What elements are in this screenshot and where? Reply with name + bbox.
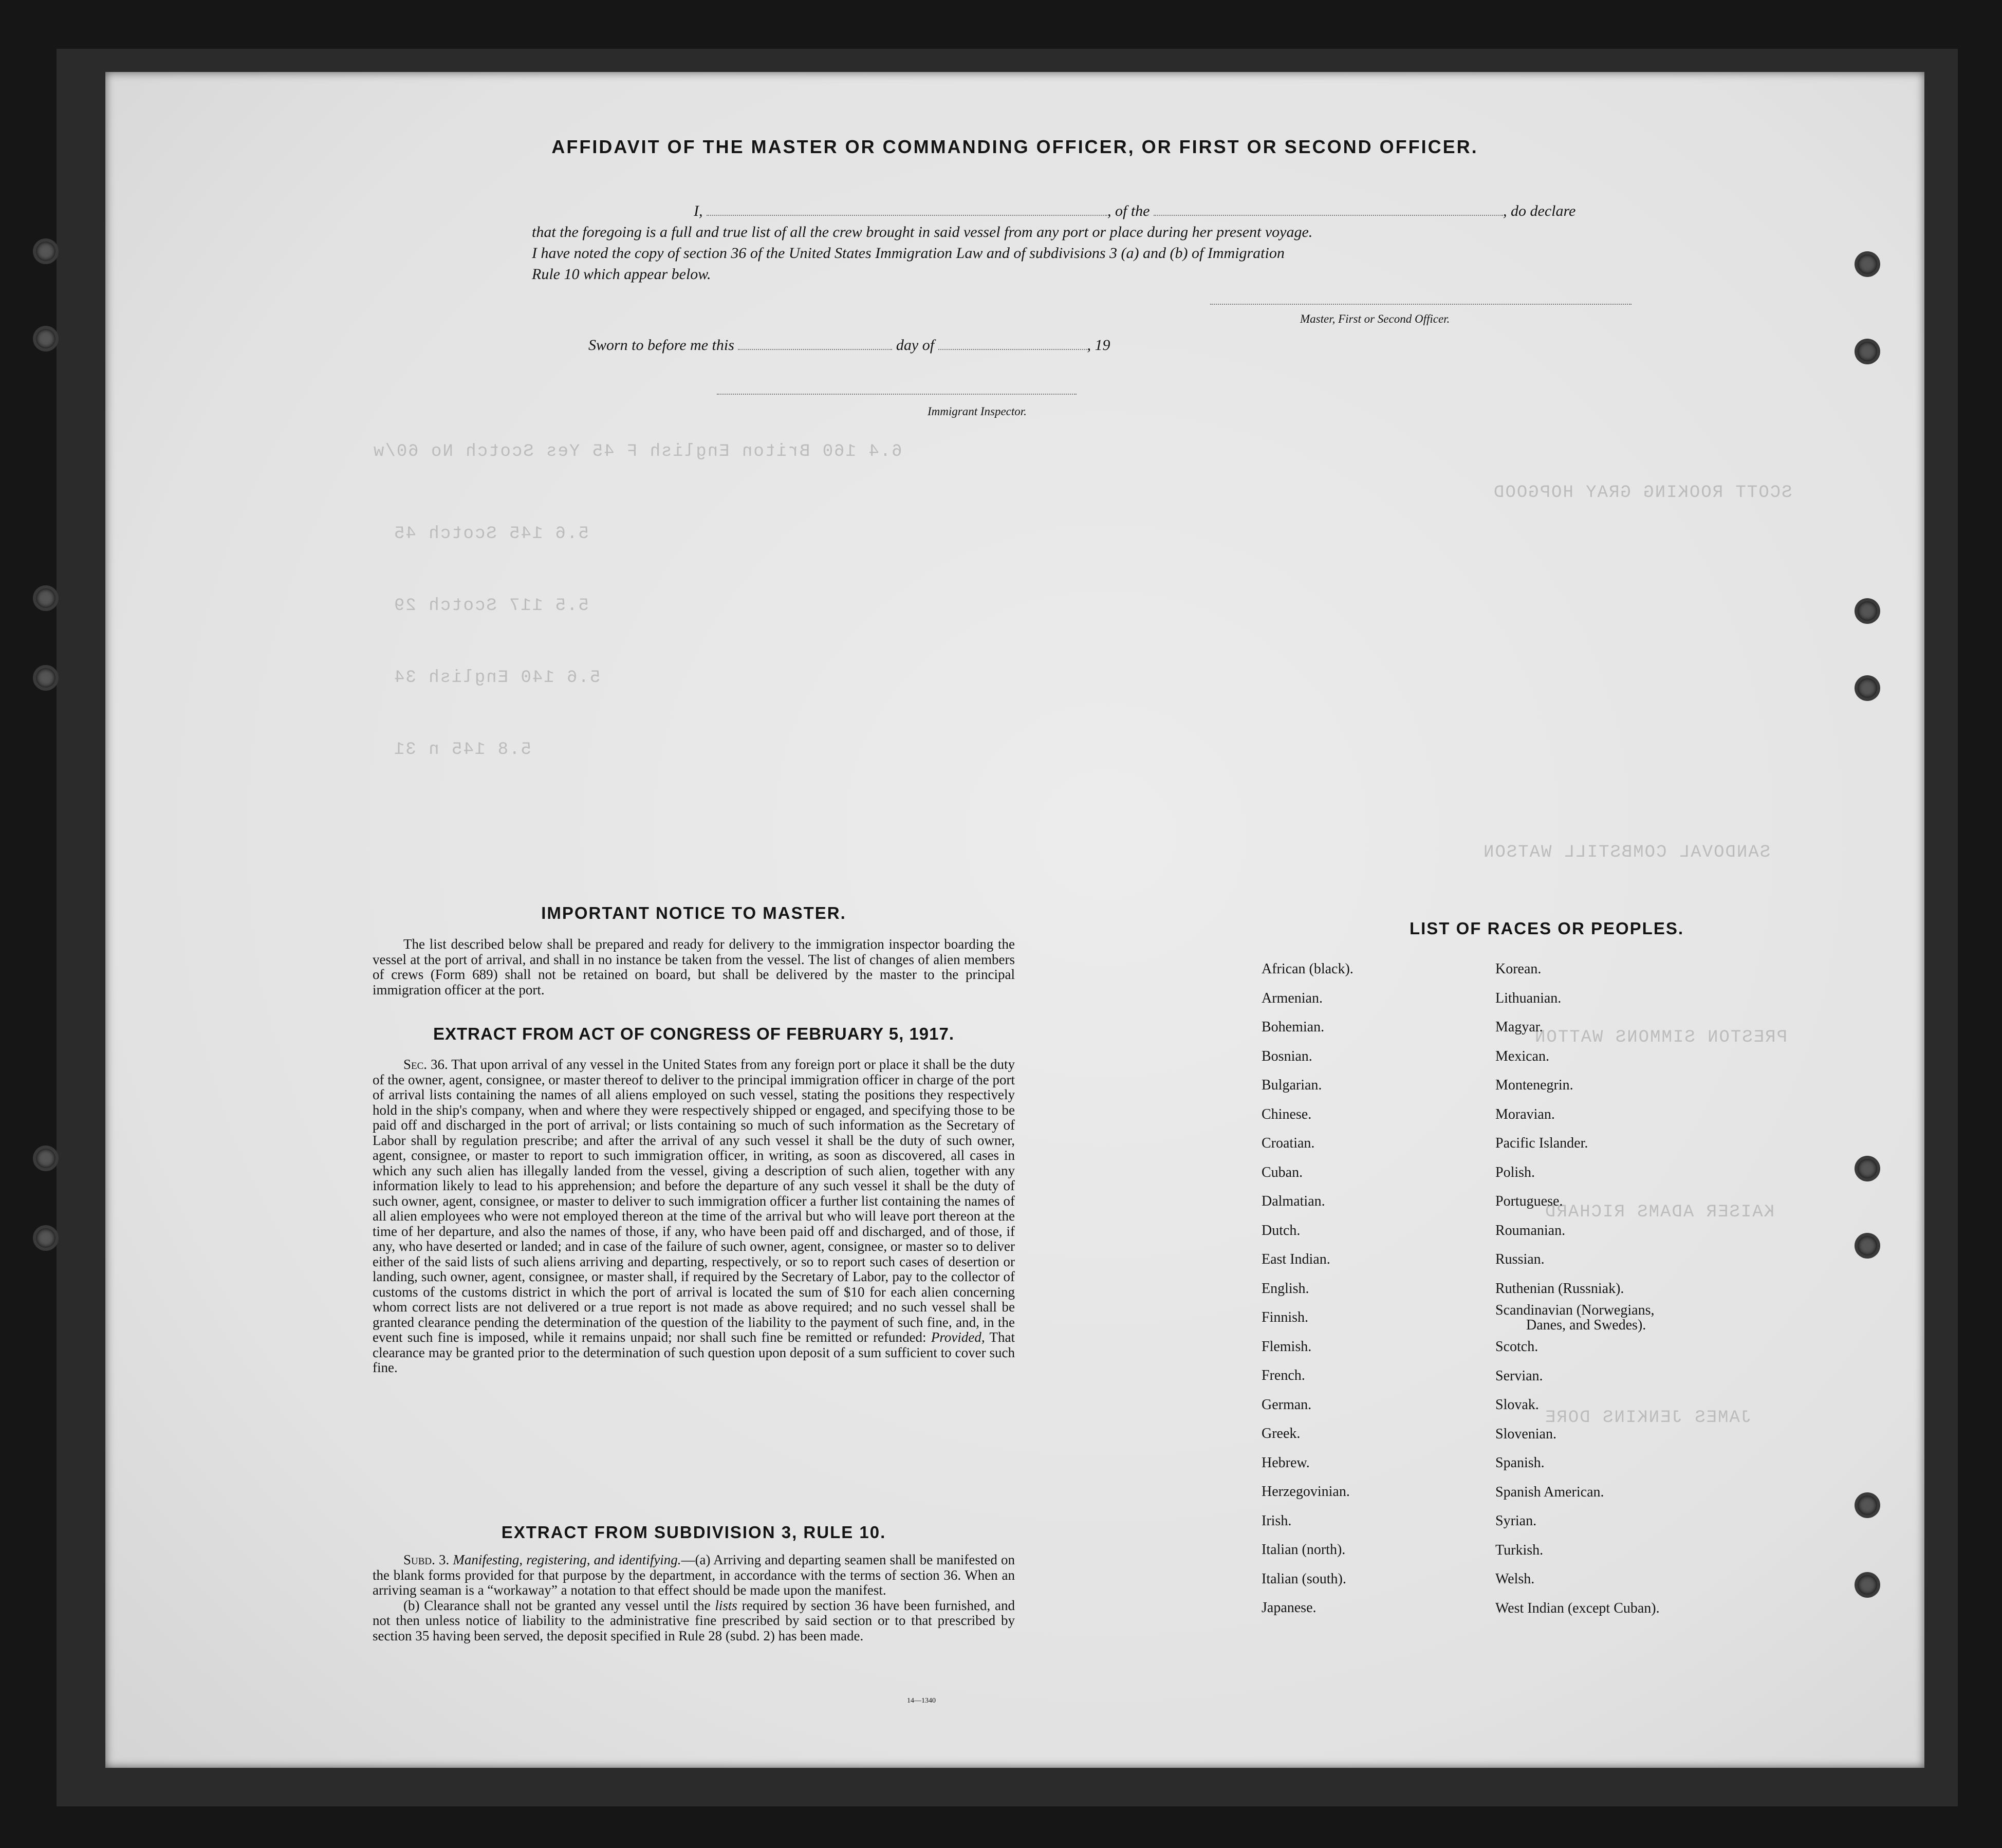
act-sec-label: Sec. 36. [403,1057,448,1072]
affidavit-line-3: I have noted the copy of section 36 of the United States Immigration Law and of subdivisions 3 (a) and (b) of Immigration [532,245,1285,262]
race-entry: Flemish. [1262,1338,1312,1355]
affidavit-line-4: Rule 10 which appear below. [532,266,711,283]
race-entry: Herzegovinian. [1262,1484,1350,1500]
race-entry: Montenegrin. [1495,1077,1573,1093]
affidavit-of-the: , of the [1107,202,1150,219]
binder-hole [36,242,55,261]
race-entry: Bulgarian. [1262,1077,1322,1093]
race-entry: African (black). [1262,961,1354,977]
bleed-through-text: JAMES JENKINS DORE [1544,1408,1752,1428]
rule-subd-label: Subd. 3. [403,1552,450,1567]
master-signature-caption: Master, First or Second Officer. [1300,312,1450,325]
race-entry: Magyar. [1495,1019,1543,1035]
race-entry: Mexican. [1495,1048,1549,1064]
race-entry: Japanese. [1262,1600,1317,1616]
bleed-through-text: 5.5 117 Scotch 29 [393,596,589,616]
binder-hole [36,668,55,688]
punch-hole [1858,254,1877,274]
races-left-column [1262,955,1354,1623]
race-entry: German. [1262,1396,1312,1413]
rule-para-b [373,1598,1015,1644]
race-entry: Syrian. [1495,1513,1537,1529]
race-entry: East Indian. [1262,1251,1330,1267]
race-entry: Welsh. [1495,1571,1535,1587]
punch-hole [1858,1159,1877,1178]
affidavit-title: AFFIDAVIT OF THE MASTER OR COMMANDING OFFICER, OR FIRST OR SECOND OFFICER. [551,136,1478,157]
binder-hole [36,1149,55,1168]
race-entry: Portuguese. [1495,1193,1563,1209]
race-entry: Italian (south). [1262,1570,1346,1587]
race-entry: Pacific Islander. [1495,1135,1588,1151]
race-entry: Moravian. [1495,1106,1555,1122]
race-entry: Finnish. [1262,1309,1309,1325]
affidavit-i: I, [694,202,703,219]
race-entry: Irish. [1262,1512,1292,1529]
act-proviso-text: That clearance may be granted prior to the determination of such question upon deposit of a sum sufficient to cover such fine. [373,1329,1015,1375]
race-entry: Turkish. [1495,1542,1544,1558]
act-section-36 [373,1057,1015,1376]
rule-extract-text [373,1553,1015,1643]
sworn-line [588,336,1110,354]
race-entry: Chinese. [1262,1106,1312,1122]
sworn-month-blank [938,336,1087,350]
punch-hole [1858,1575,1877,1595]
rule-extract-title: EXTRACT FROM SUBDIVISION 3, RULE 10. [501,1523,886,1542]
race-entry: Spanish. [1495,1455,1545,1471]
bleed-through-text: PRESTON SIMMONS WATTON [1534,1028,1787,1047]
bleed-through-text: 5.8 145 n 31 [393,740,531,760]
bleed-through-text: 5.6 145 Scotch 45 [393,524,589,544]
race-entry: Dalmatian. [1262,1193,1325,1209]
race-entry: Ruthenian (Russniak). [1495,1280,1624,1297]
act-extract-text [373,1057,1015,1376]
race-entry: Korean. [1495,961,1542,977]
rule-para-a [373,1553,1015,1598]
race-entry: Scotch. [1495,1339,1538,1355]
act-proviso-word: Provided, [931,1329,985,1345]
punch-hole [1858,1236,1877,1255]
race-entry: Russian. [1495,1251,1545,1267]
rule-subd-heading: Manifesting, registering, and identifying. [453,1552,681,1567]
race-entry: Hebrew. [1262,1454,1310,1471]
race-entry: Armenian. [1262,990,1323,1006]
race-entry: West Indian (except Cuban). [1495,1600,1660,1616]
sworn-prefix: Sworn to before me this [588,337,734,354]
notice-title: IMPORTANT NOTICE TO MASTER. [541,903,846,922]
affidavit-declare: , do declare [1503,202,1576,219]
race-entry: French. [1262,1367,1305,1383]
affidavit-body [532,200,1649,285]
form-number: 14—1340 [907,1697,936,1705]
punch-hole [1858,342,1877,361]
rule-para-b-lists: lists [715,1597,737,1613]
binder-hole [36,588,55,608]
race-entry-continuation: Danes, and Swedes). [1526,1317,1646,1333]
race-entry: Italian (north). [1262,1542,1346,1558]
rule-para-b-rest: required by section 36 have been furnished, and not then unless notice of liability to the administrative fine prescribed by said section or to that prescribed by section 35 having been served, the deposit specified in Rule 28 (subd. 2) has been made. [373,1597,1015,1643]
name-blank [707,201,1107,216]
race-entry: Roumanian. [1495,1222,1566,1239]
race-entry: Dutch. [1262,1222,1301,1239]
bleed-through-text: 6.4 160 Briton English F 45 Yes Scotch No 60/w [373,442,902,461]
races-title: LIST OF RACES OR PEOPLES. [1409,919,1684,938]
race-entry: Scandinavian (Norwegians, [1495,1302,1655,1318]
bleed-through-text: SCOTT ROOKING GRAY HOPGOOD [1493,483,1792,503]
rule-para-a-text: —(a) Arriving and departing seamen shall be manifested on the blank forms provided for that purpose by the department, in accordance with the terms of section 36. When an arriving seaman is a “workaway” a notation to that effect should be made upon the manifest. [373,1552,1015,1598]
sworn-date-blank [738,336,892,350]
race-entry: Greek. [1262,1426,1301,1442]
race-entry: Bohemian. [1262,1019,1325,1035]
sworn-year: , 19 [1087,337,1110,354]
punch-hole [1858,1495,1877,1515]
notice-text [373,937,1015,997]
race-entry: Lithuanian. [1495,990,1562,1006]
master-signature-blank [1210,290,1632,305]
inspector-signature-blank [717,380,1077,395]
bleed-through-text: 5.6 140 English 34 [393,668,601,688]
race-entry: Cuban. [1262,1164,1303,1180]
punch-hole [1858,601,1877,621]
race-entry: Spanish American. [1495,1484,1604,1500]
bleed-through-text: KAISER ADAMS RICHARD [1544,1203,1775,1222]
race-entry: Croatian. [1262,1135,1315,1151]
binder-hole [36,329,55,348]
race-entry: Bosnian. [1262,1048,1312,1064]
race-entry: Slovak. [1495,1397,1539,1413]
rule-para-b-prefix: (b) Clearance shall not be granted any vessel until the [403,1597,711,1613]
document-page [105,72,1924,1768]
affidavit-line-2: that the foregoing is a full and true list of all the crew brought in said vessel from any port or place during her present voyage. [532,224,1313,241]
races-right-column [1495,955,1660,1623]
binder-hole [36,1228,55,1248]
sworn-day: day of [896,337,935,354]
bleed-through-text: SANDOVAL COMBSTILL WATSON [1482,843,1771,862]
race-entry: English. [1262,1280,1309,1297]
punch-hole [1858,678,1877,698]
affidavit-declare-line [532,200,1649,221]
race-entry: Slovenian. [1495,1426,1556,1442]
notice-paragraph: The list described below shall be prepared and ready for delivery to the immigration inspector boarding the vessel at the port of arrival, and shall in no instance be taken from the vessel. The list of changes of alien members of crews (Form 689) shall not be retained on board, but shall be delivered by the master to the principal immigration officer at the port. [373,936,1015,997]
race-entry: Servian. [1495,1367,1543,1384]
act-extract-title: EXTRACT FROM ACT OF CONGRESS OF FEBRUARY 5, 1917. [433,1024,955,1043]
vessel-blank [1154,201,1503,216]
inspector-caption: Immigrant Inspector. [928,405,1027,418]
act-sec-body: That upon arrival of any vessel in the United States from any foreign port or place it shall be the duty of the owner, agent, consignee, or master thereof to deliver to the principal immigration officer in charge of the port of arrival lists containing the names of all aliens employed on such vessel, stating the positions they respectively hold in the ship's company, when and where they were respectively shipped or engaged, and specifying those to be paid off and discharged in the port of arrival; or lists containing so much of such information as the Secretary of Labor shall by regulation prescribe; and after the arrival of any such vessel it shall be the duty of such owner, agent, consignee, or master to report to such immigration officer, in writing, as soon as discovered, all cases in which any such alien has illegally landed from the vessel, giving a description of such alien, together with any information likely to lead to his apprehension; and before the departure of any such vessel it shall be the duty of such owner, agent, consignee, or master to deliver to such immigration officer a further list containing the names of all alien employees who were not employed thereon at the time of the arrival but who will leave port thereon at the time of her departure, and also the names of those, if any, who have been paid off and discharged, and of those, if any, who have deserted or landed; and in case of the failure of such owner, agent, consignee, or master so to deliver either of the said lists of such aliens arriving and departing, respectively, or so to report such cases of desertion or landing, such owner, agent, consignee, or master shall, if required by the Secretary of Labor, pay to the collector of customs of the customs district in which the port of arrival is located the sum of $10 for each alien concerning whom correct lists are not delivered or a true report is not made as above required; and no such vessel shall be granted clearance pending the determination of the question of the liability to the payment of such fine, and, in the event such fine is imposed, while it remains unpaid; nor shall such fine be remitted or refunded: [373,1057,1015,1345]
race-entry: Polish. [1495,1164,1535,1180]
